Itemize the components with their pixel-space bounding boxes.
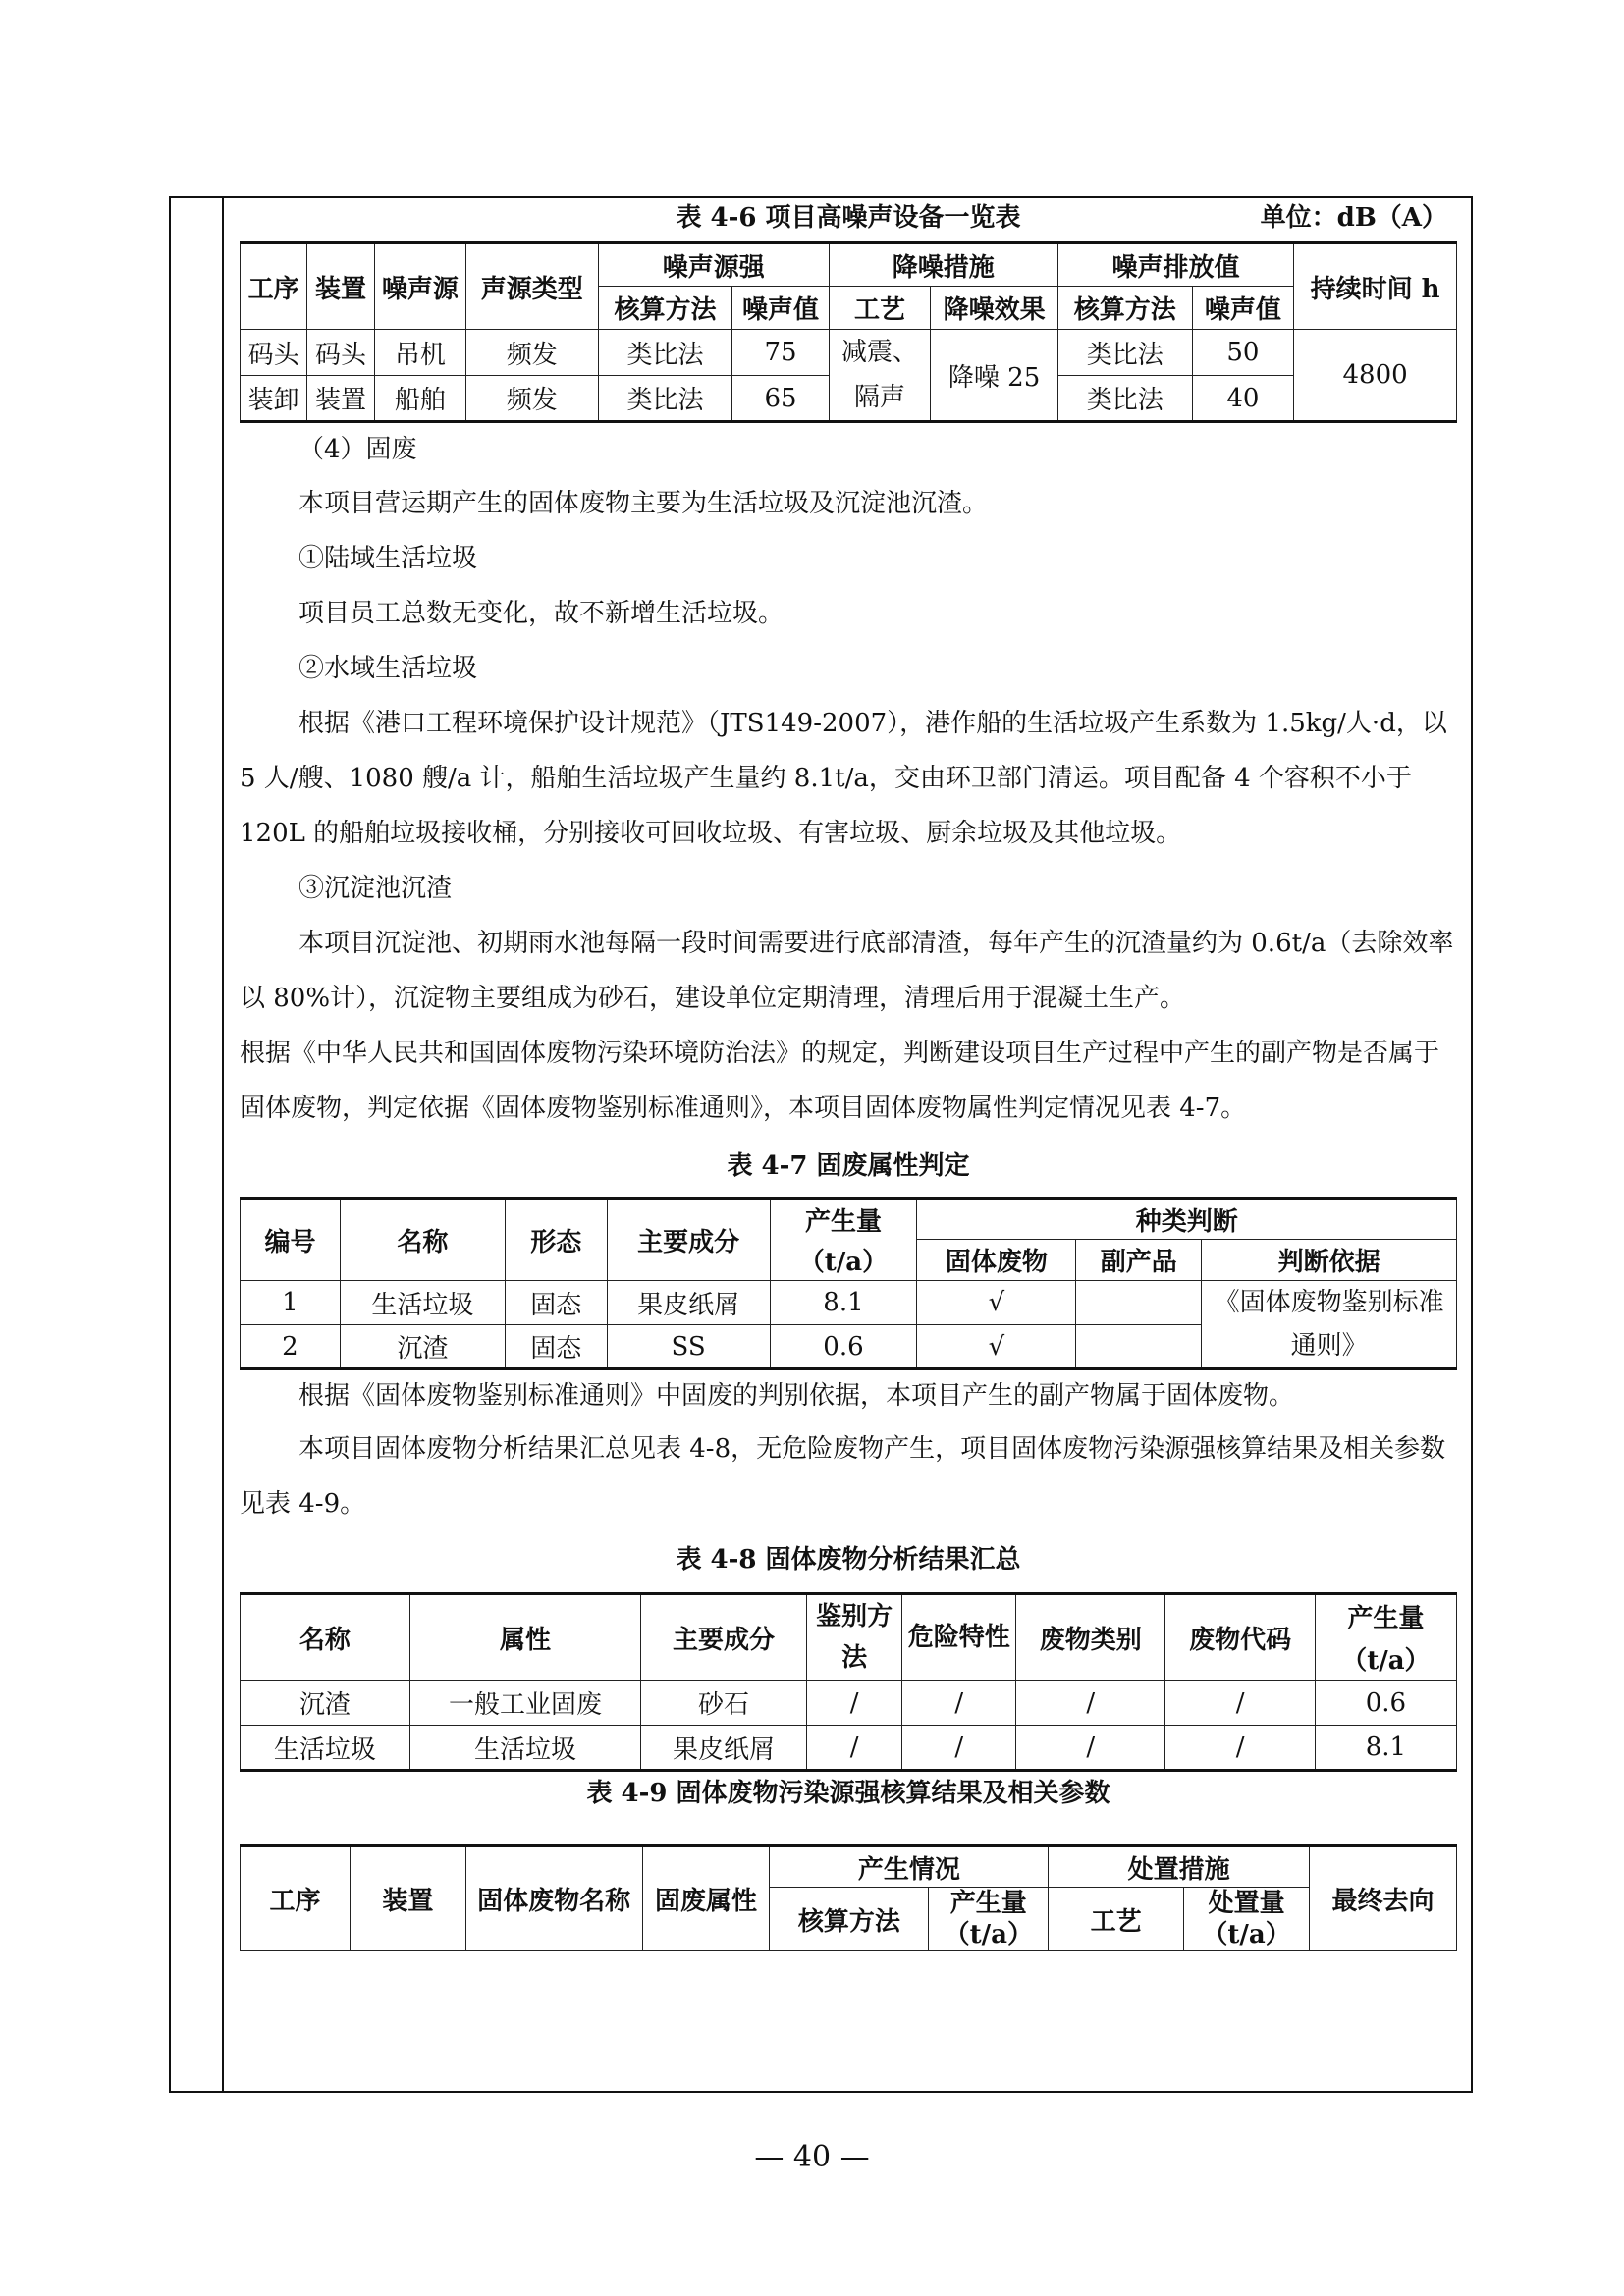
cell-name: 生活垃圾: [340, 1281, 505, 1325]
th-attr: 固废属性: [642, 1846, 770, 1951]
cell-haz: /: [902, 1681, 1016, 1726]
th-code: 废物代码: [1165, 1594, 1315, 1681]
th-effect: 降噪效果: [931, 287, 1057, 330]
cell-amount: 8.1: [1315, 1726, 1456, 1771]
cell-form: 固态: [505, 1325, 607, 1369]
th-amount: 产生量: [770, 1199, 917, 1240]
cell-method2: 类比法: [1057, 330, 1192, 376]
cell-source: 船舶: [374, 376, 465, 422]
table-row: [241, 1681, 1457, 1726]
th-cat: 废物类别: [1016, 1594, 1165, 1681]
cell-ident: /: [806, 1681, 901, 1726]
th-attr: 属性: [409, 1594, 641, 1681]
table-4-6-caption: [240, 198, 1457, 238]
cell-name: 生活垃圾: [241, 1726, 410, 1771]
th-dispose: 处置措施: [1049, 1846, 1310, 1888]
cell-method2: 类比法: [1057, 376, 1192, 422]
page-content: [240, 198, 1457, 1951]
cell-value: 75: [732, 330, 829, 376]
th-ident: 鉴别方法: [806, 1594, 901, 1681]
table-4-8-caption: 表 4-8 固体废物分析结果汇总: [676, 1545, 1021, 1575]
table-row: [241, 1726, 1457, 1771]
th-amount: 产生量: [1315, 1594, 1456, 1637]
table-4-6-unit: 单位：dB（A）: [1260, 203, 1447, 233]
th-craft: 工艺: [1049, 1888, 1184, 1951]
th-waste-name: 固体废物名称: [465, 1846, 642, 1951]
th-gen: 产生情况: [770, 1846, 1049, 1888]
th-name: 名称: [241, 1594, 410, 1681]
paragraph: 本项目营运期产生的固体废物主要为生活垃圾及沉淀池沉渣。: [298, 489, 989, 518]
cell-effect: 降噪 25: [931, 330, 1057, 422]
th-strength: 噪声源强: [598, 243, 829, 287]
th-no: 编号: [241, 1199, 341, 1281]
table-row: [241, 330, 1457, 376]
th-amount-unit: （t/a）: [1315, 1637, 1456, 1681]
th-final: 最终去向: [1310, 1846, 1457, 1951]
table-row: [241, 1281, 1457, 1325]
th-duration: 持续时间 h: [1294, 243, 1457, 330]
cell-byproduct: [1076, 1281, 1202, 1325]
cell-name: 沉渣: [340, 1325, 505, 1369]
cell-duration: 4800: [1294, 330, 1457, 422]
cell-comp: 果皮纸屑: [641, 1726, 807, 1771]
th-byproduct: 副产品: [1076, 1240, 1202, 1281]
th-method: 核算方法: [770, 1888, 929, 1951]
margin-rule: [222, 196, 224, 2093]
th-value2: 噪声值: [1192, 287, 1294, 330]
th-comp: 主要成分: [641, 1594, 807, 1681]
cell-cat: /: [1016, 1726, 1165, 1771]
section-heading: （4）固废: [298, 435, 417, 464]
th-type: 声源类型: [465, 243, 598, 330]
th-basis: 判断依据: [1202, 1240, 1457, 1281]
cell-type: 频发: [465, 376, 598, 422]
cell-process: 码头: [241, 330, 307, 376]
th-damount-unit: （t/a）: [1202, 1920, 1291, 1949]
th-craft: 工艺: [829, 287, 931, 330]
cell-basis: 《固体废物鉴别标准通则》: [1202, 1281, 1457, 1369]
cell-type: 频发: [465, 330, 598, 376]
cell-value: 65: [732, 376, 829, 422]
th-emission: 噪声排放值: [1057, 243, 1293, 287]
cell-comp: SS: [607, 1325, 770, 1369]
th-damount-label: 处置量: [1208, 1889, 1285, 1918]
th-process: 工序: [241, 243, 307, 330]
cell-comp: 砂石: [641, 1681, 807, 1726]
cell-byproduct: [1076, 1325, 1202, 1369]
paragraph: 本项目固体废物分析结果汇总见表 4-8，无危险废物产生，项目固体废物污染源强核算结果及相关参数见表 4-9。: [240, 1434, 1446, 1519]
cell-solid: √: [917, 1281, 1076, 1325]
cell-amount: 0.6: [1315, 1681, 1456, 1726]
cell-craft: 减震、隔声: [829, 330, 931, 422]
cell-code: /: [1165, 1681, 1315, 1726]
page-number: — 40 —: [754, 2140, 870, 2174]
th-name: 名称: [340, 1199, 505, 1281]
paragraph: 根据《固体废物鉴别标准通则》中固废的判别依据，本项目产生的副产物属于固体废物。: [298, 1381, 1295, 1411]
th-amount: [929, 1888, 1049, 1951]
table-4-9: [240, 1844, 1457, 1951]
table-4-7-caption: 表 4-7 固废属性判定: [727, 1151, 970, 1181]
cell-device: 装置: [307, 376, 374, 422]
th-process: 工序: [241, 1846, 351, 1951]
th-comp: 主要成分: [607, 1199, 770, 1281]
th-amount-unit: （t/a）: [944, 1920, 1033, 1949]
th-amount-unit: （t/a）: [770, 1240, 917, 1281]
cell-method: 类比法: [598, 330, 732, 376]
cell-value2: 40: [1192, 376, 1294, 422]
cell-ident: /: [806, 1726, 901, 1771]
table-4-6: [240, 241, 1457, 423]
th-form: 形态: [505, 1199, 607, 1281]
paragraph: 本项目沉淀池、初期雨水池每隔一段时间需要进行底部清渣，每年产生的沉渣量约为 0.6t/a（去除效率以 80%计），沉淀物主要组成为砂石，建设单位定期清理，清理后用于混凝土生产。: [240, 929, 1454, 1013]
table-4-9-caption: 表 4-9 固体废物污染源强核算结果及相关参数: [586, 1779, 1110, 1808]
cell-code: /: [1165, 1726, 1315, 1771]
table-4-6-title: 表 4-6 项目高噪声设备一览表: [676, 203, 1021, 233]
table-4-8: [240, 1592, 1457, 1772]
th-method: 核算方法: [598, 287, 732, 330]
cell-cat: /: [1016, 1681, 1165, 1726]
cell-solid: √: [917, 1325, 1076, 1369]
cell-method: 类比法: [598, 376, 732, 422]
paragraph: 根据《中华人民共和国固体废物污染环境防治法》的规定，判断建设项目生产过程中产生的副产物是否属于固体废物，判定依据《固体废物鉴别标准通则》，本项目固体废物属性判定情况见表 4-7。: [240, 1039, 1440, 1123]
th-reduce: 降噪措施: [829, 243, 1057, 287]
subsection-heading: ②水域生活垃圾: [298, 654, 478, 683]
th-amount-label: 产生量: [949, 1889, 1027, 1918]
cell-comp: 果皮纸屑: [607, 1281, 770, 1325]
th-method2: 核算方法: [1057, 287, 1192, 330]
paragraph: 根据《港口工程环境保护设计规范》（JTS149-2007），港作船的生活垃圾产生系数为 1.5kg/人·d，以 5 人/艘、1080 艘/a 计，船舶生活垃圾产生量约 8.1t/a，交由环卫部门清运。项目配备 4 个容积不小于 120L 的船舶垃圾接收桶，分别接收可回收垃圾、有害垃圾、厨余垃圾及其他垃圾。: [240, 709, 1447, 848]
cell-amount: 0.6: [770, 1325, 917, 1369]
th-device: 装置: [350, 1846, 465, 1951]
cell-no: 1: [241, 1281, 341, 1325]
th-kind: 种类判断: [917, 1199, 1457, 1240]
th-haz: 危险特性: [902, 1594, 1016, 1681]
cell-name: 沉渣: [241, 1681, 410, 1726]
th-device: 装置: [307, 243, 374, 330]
cell-device: 码头: [307, 330, 374, 376]
cell-value2: 50: [1192, 330, 1294, 376]
cell-haz: /: [902, 1726, 1016, 1771]
th-solid: 固体废物: [917, 1240, 1076, 1281]
cell-attr: 一般工业固废: [409, 1681, 641, 1726]
subsection-heading: ③沉淀池沉渣: [298, 874, 453, 903]
cell-source: 吊机: [374, 330, 465, 376]
cell-no: 2: [241, 1325, 341, 1369]
cell-form: 固态: [505, 1281, 607, 1325]
subsection-heading: ①陆域生活垃圾: [298, 544, 478, 573]
th-value: 噪声值: [732, 287, 829, 330]
cell-amount: 8.1: [770, 1281, 917, 1325]
cell-attr: 生活垃圾: [409, 1726, 641, 1771]
paragraph: 项目员工总数无变化，故不新增生活垃圾。: [298, 599, 785, 628]
th-source: 噪声源: [374, 243, 465, 330]
th-damount: [1184, 1888, 1310, 1951]
cell-process: 装卸: [241, 376, 307, 422]
table-4-7: [240, 1197, 1457, 1370]
